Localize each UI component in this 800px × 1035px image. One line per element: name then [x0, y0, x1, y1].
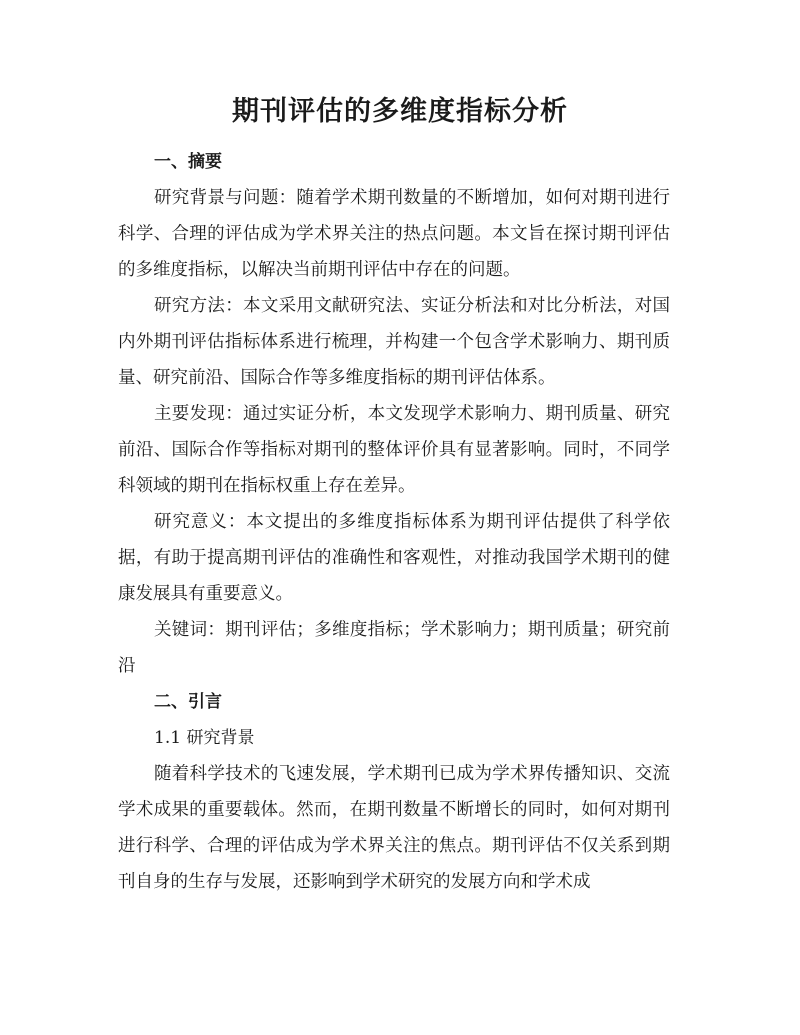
abstract-method-paragraph: 研究方法：本文采用文献研究法、实证分析法和对比分析法，对国内外期刊评估指标体系进行梳理，并构建一个包含学术影响力、期刊质量、研究前沿、国际合作等多维度指标的期刊评估体系。: [118, 296, 670, 388]
abstract-background-paragraph: 研究背景与问题：随着学术期刊数量的不断增加，如何对期刊进行科学、合理的评估成为学术界关注的热点问题。本文旨在探讨期刊评估的多维度指标，以解决当前期刊评估中存在的问题。: [118, 188, 670, 280]
introduction-paragraph: 随着科学技术的飞速发展，学术期刊已成为学术界传播知识、交流学术成果的重要载体。然而，在期刊数量不断增长的同时，如何对期刊进行科学、合理的评估成为学术界关注的焦点。期刊评估不仅关系到期刊自身的生存与发展，还影响到学术研究的发展方向和学术成: [118, 764, 670, 892]
abstract-significance-paragraph: 研究意义：本文提出的多维度指标体系为期刊评估提供了科学依据，有助于提高期刊评估的准确性和客观性，对推动我国学术期刊的健康发展具有重要意义。: [118, 512, 670, 604]
section-heading-abstract: 一、摘要: [154, 152, 222, 172]
subsection-heading-background: 1.1 研究背景: [154, 728, 255, 748]
keywords-paragraph: 关键词：期刊评估；多维度指标；学术影响力；期刊质量；研究前沿: [118, 620, 670, 676]
section-heading-introduction: 二、引言: [154, 692, 222, 712]
document-body: [118, 144, 670, 900]
abstract-findings-paragraph: 主要发现：通过实证分析，本文发现学术影响力、期刊质量、研究前沿、国际合作等指标对期刊的整体评价具有显著影响。同时，不同学科领域的期刊在指标权重上存在差异。: [118, 404, 670, 496]
document-title: 期刊评估的多维度指标分析: [232, 96, 568, 127]
